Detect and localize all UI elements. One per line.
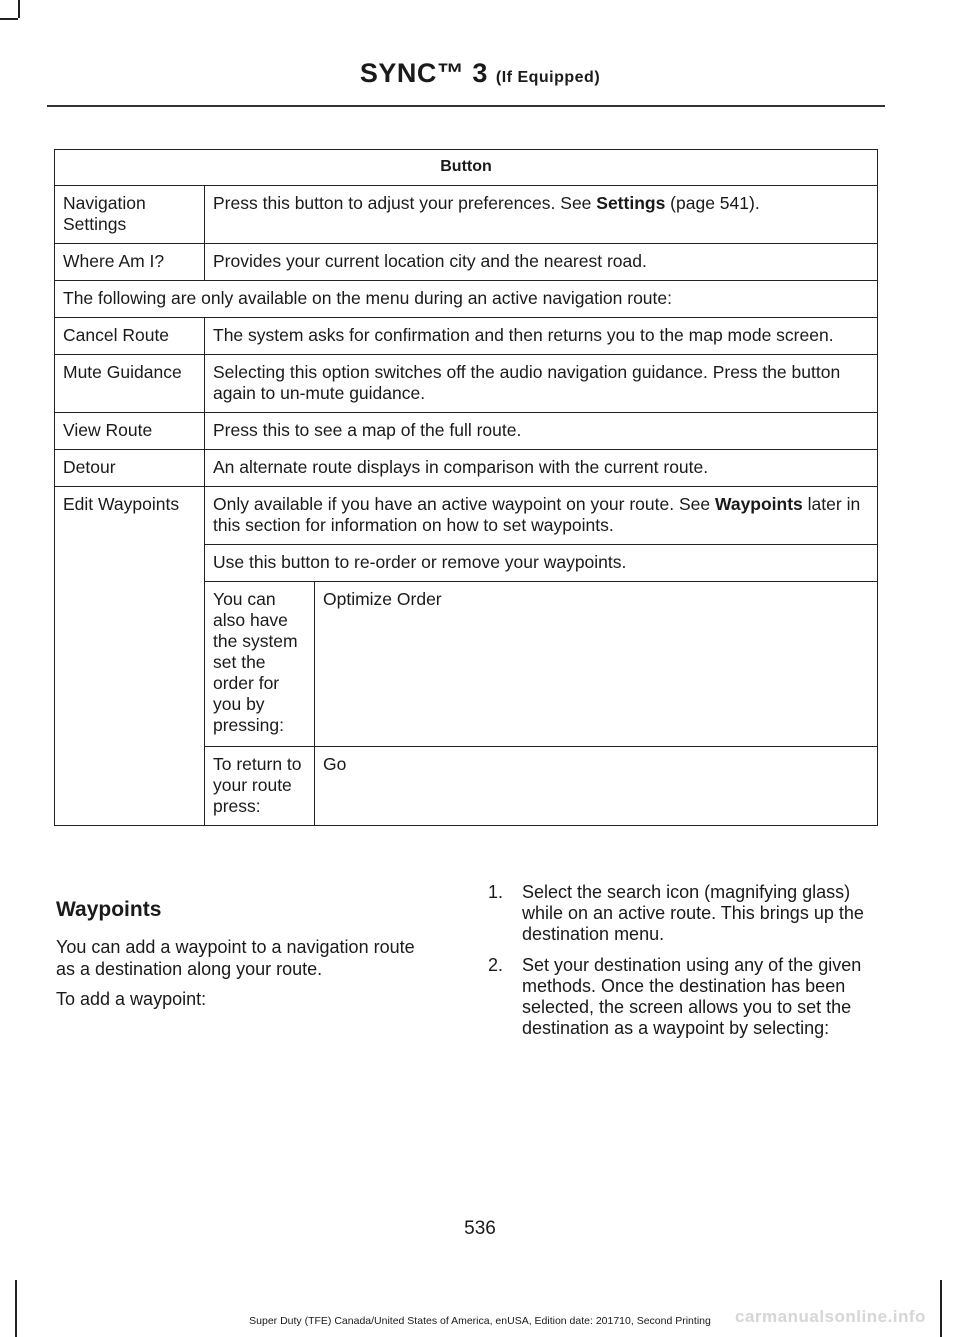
table-row bbox=[55, 186, 878, 244]
row-description bbox=[205, 186, 878, 244]
settings-link[interactable]: Settings bbox=[596, 193, 666, 213]
row-description: The system asks for confirmation and then returns you to the map mode screen. bbox=[205, 318, 878, 355]
go-label: Go bbox=[315, 747, 878, 826]
waypoints-heading: Waypoints bbox=[56, 898, 162, 921]
table-row bbox=[55, 244, 878, 281]
table-row bbox=[55, 487, 878, 545]
waypoint-steps-list bbox=[484, 882, 884, 1049]
step-number: 1. bbox=[488, 882, 504, 902]
sub-row-text: You can also have the system set the order for you by pressing: bbox=[205, 582, 315, 747]
button-table bbox=[54, 149, 878, 826]
row-description bbox=[205, 487, 878, 545]
crop-mark bbox=[15, 1280, 17, 1337]
crop-mark bbox=[18, 0, 20, 18]
waypoints-link[interactable]: Waypoints bbox=[714, 494, 803, 514]
row-description: Press this to see a map of the full route. bbox=[205, 413, 878, 450]
header-subtitle: (If Equipped) bbox=[495, 69, 601, 86]
row-description: Selecting this option switches off the audio navigation guidance. Press the button again to un-mute guidance. bbox=[205, 355, 878, 413]
step-text: Select the search icon (magnifying glass) while on an active route. This brings up the destination menu. bbox=[522, 882, 864, 944]
page-header bbox=[0, 58, 960, 89]
row-description: Use this button to re-order or remove your waypoints. bbox=[205, 545, 878, 582]
footer-edition: Super Duty (TFE) Canada/United States of America, enUSA, Edition date: 201710, Second Printing bbox=[249, 1315, 711, 1327]
table-row bbox=[55, 281, 878, 318]
waypoints-to-add: To add a waypoint: bbox=[56, 989, 207, 1009]
row-description: Provides your current location city and the nearest road. bbox=[205, 244, 878, 281]
table-row bbox=[55, 450, 878, 487]
table-note: The following are only available on the menu during an active navigation route: bbox=[55, 281, 878, 318]
list-item bbox=[484, 882, 884, 945]
header-title: SYNC™ 3 bbox=[359, 58, 488, 88]
table-row bbox=[55, 318, 878, 355]
desc-text: later in this section for information on how to set waypoints. bbox=[213, 494, 861, 535]
row-label: Edit Waypoints bbox=[55, 487, 205, 826]
crop-mark bbox=[940, 1280, 942, 1337]
table-header-row bbox=[55, 150, 878, 186]
waypoints-intro: You can add a waypoint to a navigation route as a destination along your route. bbox=[56, 937, 415, 979]
row-label: Where Am I? bbox=[55, 244, 205, 281]
table-row bbox=[55, 413, 878, 450]
row-label: Mute Guidance bbox=[55, 355, 205, 413]
row-label: Detour bbox=[55, 450, 205, 487]
row-label: View Route bbox=[55, 413, 205, 450]
step-number: 2. bbox=[488, 955, 504, 975]
desc-text: Only available if you have an active waypoint on your route. See bbox=[213, 494, 715, 514]
header-divider bbox=[47, 105, 885, 107]
desc-text: Press this button to adjust your preferences. See bbox=[213, 193, 597, 213]
desc-text: (page 541). bbox=[665, 193, 760, 213]
row-description: An alternate route displays in comparison with the current route. bbox=[205, 450, 878, 487]
step-text: Set your destination using any of the given methods. Once the destination has been selected, the screen allows you to set the destination as a waypoint by selecting: bbox=[522, 955, 862, 1038]
table-row bbox=[55, 355, 878, 413]
row-label: Cancel Route bbox=[55, 318, 205, 355]
sub-row-text: To return to your route press: bbox=[205, 747, 315, 826]
list-item bbox=[484, 955, 884, 1039]
table-header: Button bbox=[55, 150, 878, 186]
crop-mark bbox=[0, 18, 18, 20]
page-number: 536 bbox=[464, 1218, 496, 1239]
optimize-order-label: Optimize Order bbox=[315, 582, 878, 747]
row-label: Navigation Settings bbox=[55, 186, 205, 244]
watermark: carmanualsonline.info bbox=[735, 1307, 926, 1326]
